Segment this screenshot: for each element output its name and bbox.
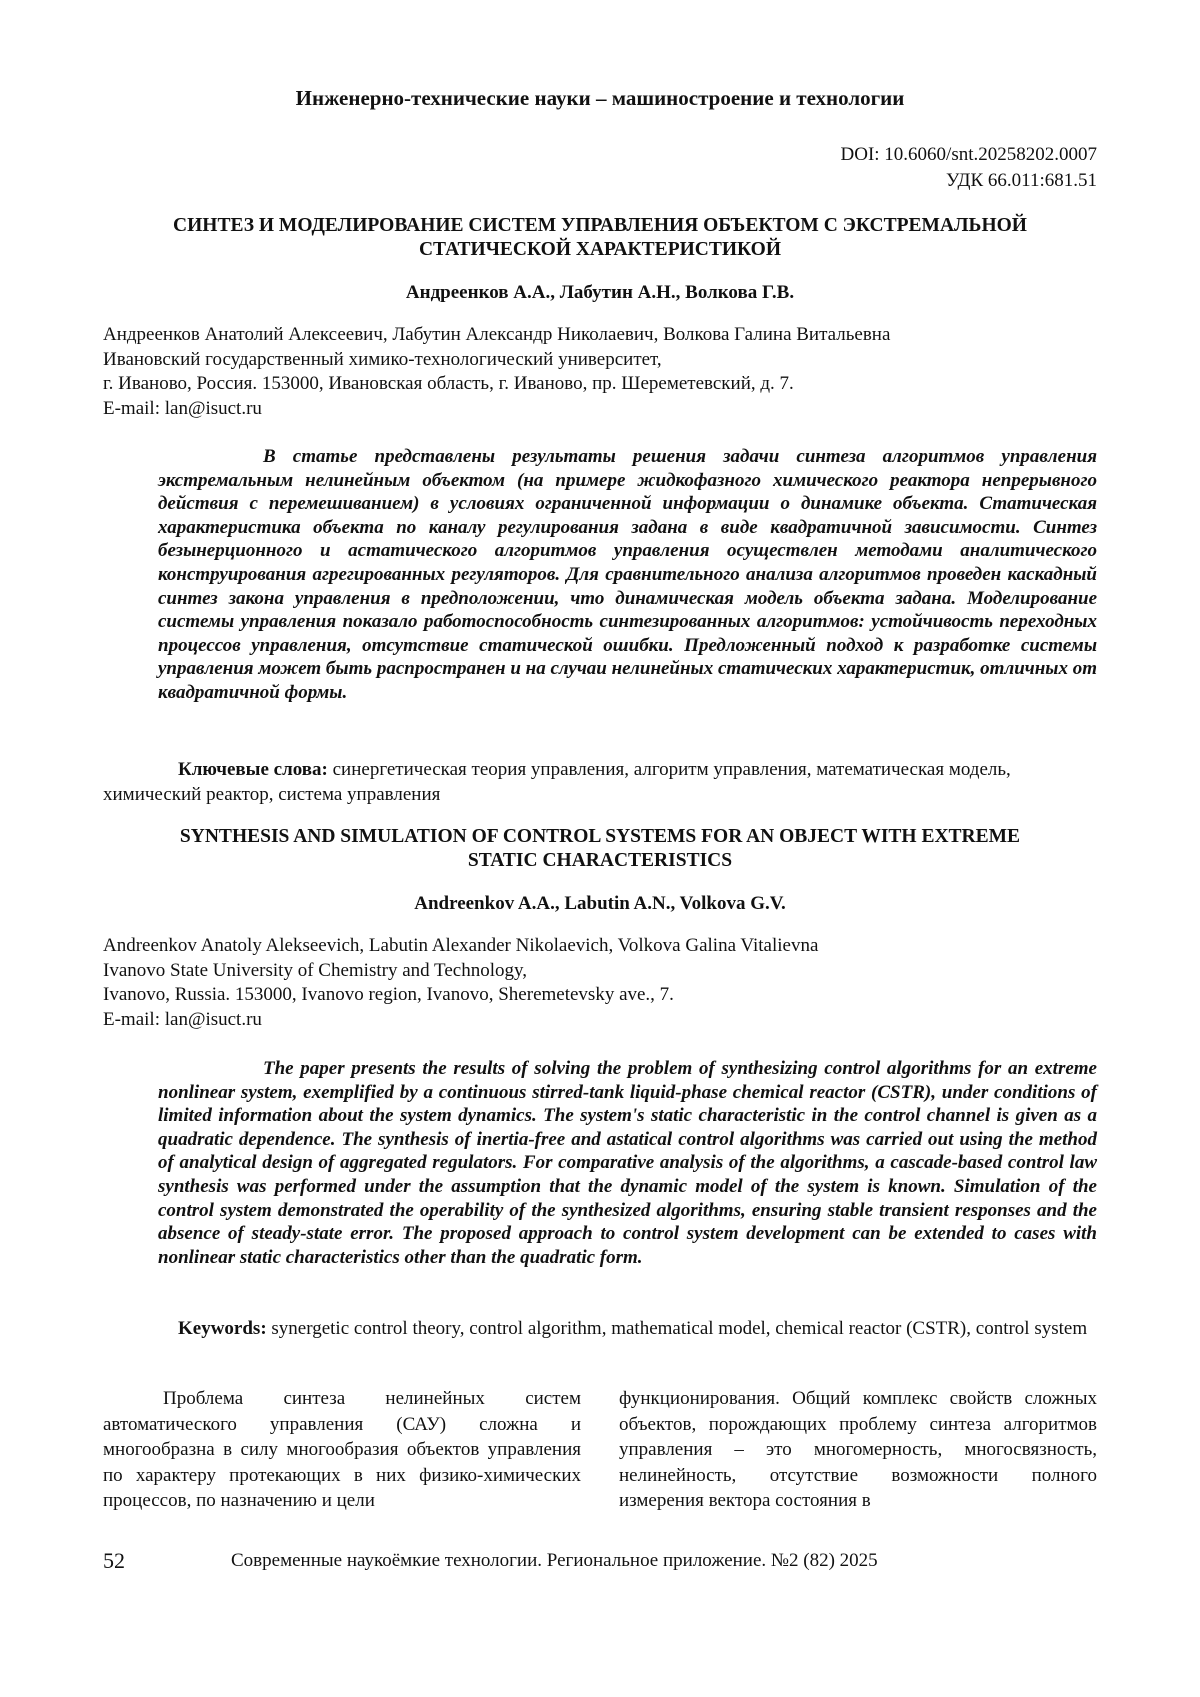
article-title-en-line2: STATIC CHARACTERISTICS	[467, 850, 733, 871]
journal-name: Современные наукоёмкие технологии. Региональное приложение. №2 (82) 2025	[231, 1550, 878, 1571]
body-column-left: Проблема синтеза нелинейных систем автоматического управления (САУ) сложна и многообразна в силу многообразия объектов управления по характеру протекающих в них физико-химических процессов, по назначению и цели	[103, 1388, 581, 1512]
institution-ru: Ивановский государственный химико-технологический университет,	[103, 348, 662, 370]
affiliation-en	[103, 934, 1097, 1032]
authors-ru: Андреенков А.А., Лабутин А.Н., Волкова Г.В.	[405, 282, 795, 303]
keywords-ru	[103, 757, 1097, 807]
abstract-ru: В статье представлены результаты решения задачи синтеза алгоритмов управления экстремальным нелинейным объектом (на примере жидкофазного химического реактора непрерывного действия с перемешиванием) в условиях ограниченной информации о динамике объекта. Статическая характеристика объекта по каналу регулирования задана в виде квадратичной зависимости. Синтез безынерционного и астатического алгоритмов управления осуществлен методами аналитического конструирования агрегированных регуляторов. Для сравнительного анализа алгоритмов проведен каскадный синтез закона управления в предположении, что динамическая модель объекта задана. Моделирование системы управления показало работоспособность синтезированных алгоритмов: устойчивость переходных процессов управления, отсутствие статической ошибки. Предложенный подход к разработке системы управления может быть распространен и на случаи нелинейных статических характеристик, отличных от квадратичной формы.	[158, 446, 1097, 703]
institution-en: Ivanovo State University of Chemistry and Technology,	[103, 959, 527, 981]
keywords-en	[103, 1316, 1097, 1341]
affiliation-ru	[103, 323, 1097, 421]
authors-full-en: Andreenkov Anatoly Alekseevich, Labutin Alexander Nikolaevich, Volkova Galina Vitalievna	[103, 935, 819, 956]
udk: УДК 66.011:681.51	[946, 170, 1097, 191]
authors-en: Andreenkov A.A., Labutin A.N., Volkova G.V.	[414, 893, 786, 914]
page-number: 52	[103, 1548, 125, 1573]
body-column-right: функционирования. Общий комплекс свойств сложных объектов, порождающих проблему синтеза алгоритмов управления – это многомерность, многосвязность, нелинейность, отсутствие возможности полного измерения вектора состояния в	[619, 1388, 1097, 1512]
address-ru: г. Иваново, Россия. 153000, Ивановская область, г. Иваново, пр. Шереметевский, д. 7.	[103, 373, 794, 394]
page-footer	[103, 1548, 1097, 1574]
keywords-label-ru: Ключевые слова:	[178, 759, 328, 780]
email-en: E-mail: lan@isuct.ru	[103, 1008, 262, 1030]
abstract-en: The paper presents the results of solving the problem of synthesizing control algorithms for an extreme nonlinear system, exemplified by a continuous stirred-tank liquid-phase chemical reactor (CSTR), under conditions of limited information about the system dynamics. The system's static characteristic in the control channel is given as a quadratic dependence. The synthesis of inertia-free and astatical control algorithms was carried out using the method of analytical design of aggregated regulators. For comparative analysis of the algorithms, a cascade-based control law synthesis was performed under the assumption that the dynamic model of the system is known. Simulation of the control system demonstrated the operability of the synthesized algorithms, ensuring stable transient responses and the absence of steady-state error. The proposed approach to control system development can be extended to cases with nonlinear static characteristics other than the quadratic form.	[158, 1058, 1097, 1268]
authors-full-ru: Андреенков Анатолий Алексеевич, Лабутин Александр Николаевич, Волкова Галина Витальевна	[103, 324, 891, 345]
keywords-label-en: Keywords:	[178, 1318, 267, 1339]
article-title-ru-line1: СИНТЕЗ И МОДЕЛИРОВАНИЕ СИСТЕМ УПРАВЛЕНИЯ ОБЪЕКТОМ С ЭКСТРЕМАЛЬНОЙ	[173, 215, 1027, 236]
keywords-text-ru: синергетическая теория управления, алгоритм управления, математическая модель, химический реактор, система управления	[103, 759, 1011, 805]
body-columns	[103, 1386, 1097, 1514]
doi-udk-block	[103, 142, 1097, 194]
address-en: Ivanovo, Russia. 153000, Ivanovo region, Ivanovo, Sheremetevsky ave., 7.	[103, 984, 674, 1005]
article-title-ru	[103, 214, 1097, 262]
article-title-en	[103, 825, 1097, 873]
doi: DOI: 10.6060/snt.20258202.0007	[840, 144, 1097, 165]
section-header: Инженерно-технические науки – машиностроение и технологии	[295, 86, 905, 110]
keywords-text-en: synergetic control theory, control algorithm, mathematical model, chemical reactor (CSTR), control system	[266, 1318, 1088, 1339]
article-title-ru-line2: СТАТИЧЕСКОЙ ХАРАКТЕРИСТИКОЙ	[418, 239, 782, 260]
article-title-en-line1: SYNTHESIS AND SIMULATION OF CONTROL SYSTEMS FOR AN OBJECT WITH EXTREME	[179, 826, 1021, 847]
email-ru: E-mail: lan@isuct.ru	[103, 397, 262, 419]
